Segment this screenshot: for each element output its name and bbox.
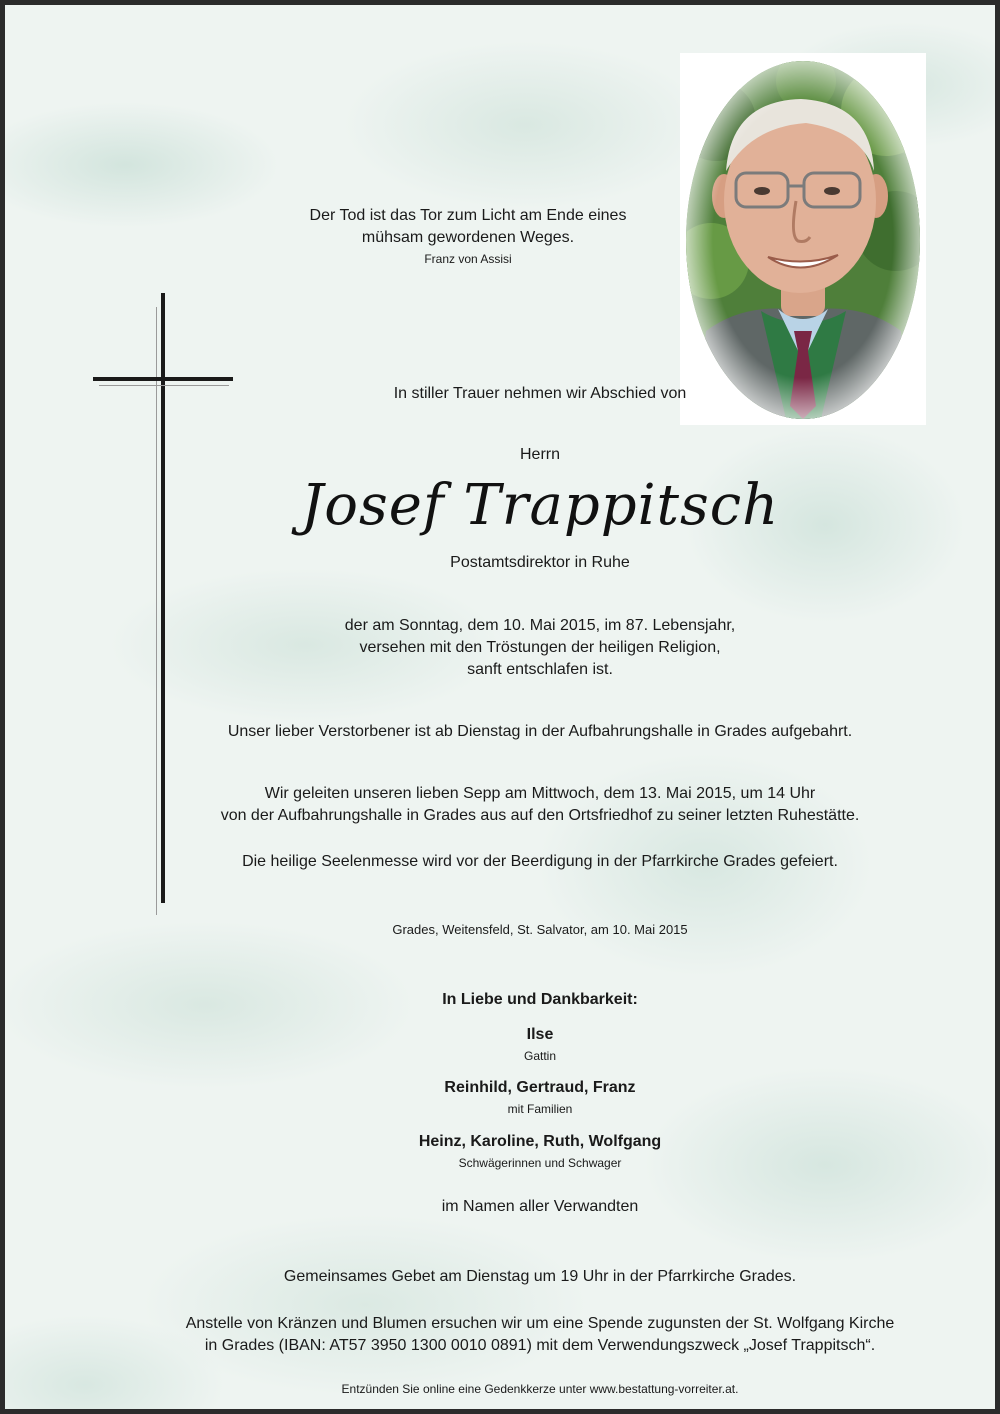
mourner-names: Reinhild, Gertraud, Franz [444,1079,636,1096]
quote-line: Der Tod ist das Tor zum Licht am Ende eines [309,207,627,224]
mourner-relation: mit Familien [507,1102,573,1116]
mourner-names: Heinz, Karoline, Ruth, Wolfgang [418,1133,662,1150]
funeral-line: von der Aufbahrungshalle in Grades aus auf den Ortsfriedhof zu seiner letzten Ruhestätte. [220,807,860,824]
death-notice [190,615,890,681]
donation-line: Anstelle von Kränzen und Blumen ersuchen wir um eine Spende zugunsten der St. Wolfgang Kirche [185,1315,895,1332]
mourners-heading: In Liebe und Dankbarkeit: [442,991,638,1008]
donation-notice [90,1313,990,1357]
donation-line: in Grades (IBAN: AT57 3950 1300 0010 0891) mit dem Verwendungszweck „Josef Trappitsch“. [204,1337,876,1354]
online-candle-notice: Entzünden Sie online eine Gedenkkerze unter www.bestattung-vorreiter.at. [341,1382,739,1396]
quote [168,205,768,249]
viewing-notice: Unser lieber Verstorbener ist ab Dienstag in der Aufbahrungshalle in Grades aufgebahrt. [227,723,853,740]
funeral-line: Wir geleiten unseren lieben Sepp am Mittwoch, dem 13. Mai 2015, um 14 Uhr [264,785,816,802]
mourner-relation: Gattin [523,1049,556,1063]
funeral-notice [140,783,940,827]
quote-line: mühsam gewordenen Weges. [361,229,575,246]
place-date: Grades, Weitensfeld, St. Salvator, am 10. Mai 2015 [392,922,688,937]
mourner-names: Ilse [526,1026,554,1043]
salutation: Herrn [519,446,560,463]
quote-author: Franz von Assisi [424,252,512,266]
mourner-relation: Schwägerinnen und Schwager [458,1156,622,1170]
deceased-title: Postamtsdirektor in Ruhe [450,554,630,571]
death-line: der am Sonntag, dem 10. Mai 2015, im 87. Lebensjahr, [344,617,736,634]
deceased-name: Josef Trappitsch [300,473,780,538]
death-line: sanft entschlafen ist. [467,661,613,678]
death-line: versehen mit den Tröstungen der heiligen Religion, [359,639,721,656]
intro-text: In stiller Trauer nehmen wir Abschied von [393,385,687,402]
prayer-notice: Gemeinsames Gebet am Dienstag um 19 Uhr in der Pfarrkirche Grades. [283,1268,797,1285]
mass-notice: Die heilige Seelenmesse wird vor der Beerdigung in der Pfarrkirche Grades gefeiert. [242,853,838,870]
on-behalf-text: im Namen aller Verwandten [441,1198,639,1215]
